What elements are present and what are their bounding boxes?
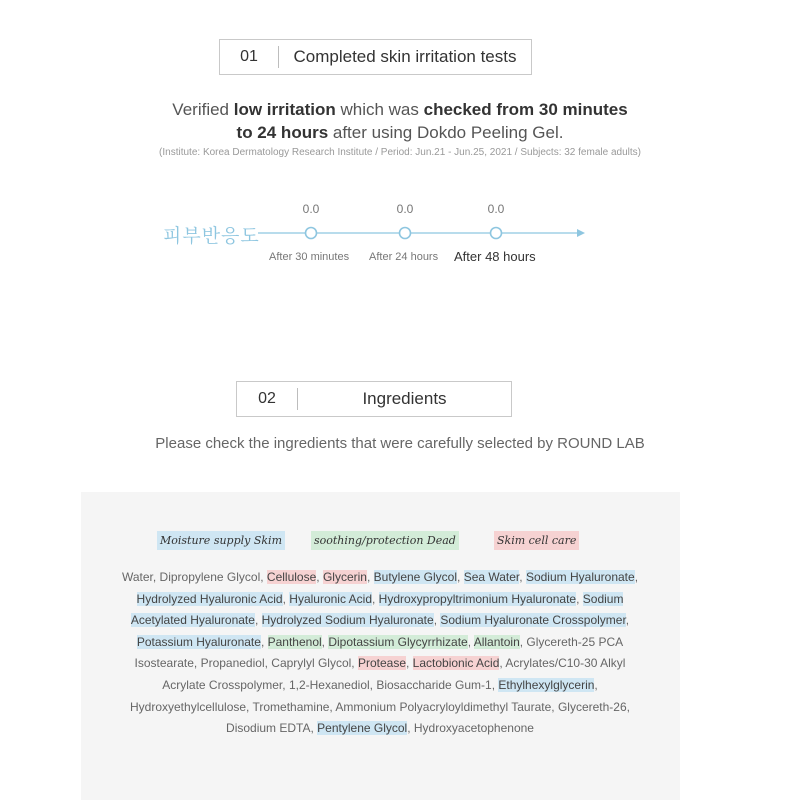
timeline-point-3 <box>491 228 502 239</box>
ingredient-text: Water, Dipropylene Glycol, <box>121 570 267 584</box>
ingredient-highlight: Sodium Acetylated Hyaluronate <box>130 591 624 628</box>
ingredient-text: , <box>433 613 441 628</box>
timeline-caption-3: After 48 hours <box>454 249 536 264</box>
ingredient-text: , <box>254 613 262 628</box>
ingredients-description: Please check the ingredients that were carefully selected by ROUND LAB <box>155 435 645 452</box>
ingredient-highlight: Hydroxypropyltrimonium Hyaluronate <box>378 591 577 606</box>
irritation-description-line1: Verified low irritation which was checked from 30 minutes <box>172 100 628 119</box>
ingredient-text: , <box>372 591 379 606</box>
ingredient-highlight: Allantoin <box>473 634 520 649</box>
ingredient-highlight: Hyaluronic Acid <box>289 591 372 606</box>
legend-soothing-protection: soothing/protection Dead <box>311 531 459 550</box>
legend-skin-cell-care: Skim cell care <box>494 531 579 550</box>
section-title: Completed skin irritation tests <box>293 47 517 66</box>
timeline-point-2 <box>400 228 411 239</box>
ingredient-text: , Acrylates/C10-30 Alkyl Acrylate Crosspolymer, 1,2-Hexanediol, Biosaccharide Gum-1, <box>162 656 626 692</box>
section-number: 02 <box>258 390 276 407</box>
ingredient-text: , <box>321 634 329 649</box>
ingredient-highlight: Protease <box>357 656 406 671</box>
ingredient-highlight: Butylene Glycol <box>373 570 458 584</box>
timeline-arrow-icon <box>577 229 585 237</box>
ingredient-highlight: Hydrolyzed Sodium Hyaluronate <box>261 613 434 628</box>
section-title: Ingredients <box>362 389 447 408</box>
timeline-caption-1: After 30 minutes <box>269 251 350 263</box>
timeline-caption-2: After 24 hours <box>369 251 439 263</box>
ingredient-text: , <box>634 570 639 584</box>
timeline-value-1: 0.0 <box>302 202 320 216</box>
ingredient-text: , <box>576 591 583 606</box>
skin-reaction-timeline <box>0 195 800 275</box>
ingredient-highlight: Sodium Hyaluronate Crosspolymer <box>440 613 626 628</box>
ingredient-text: , <box>406 656 413 671</box>
ingredient-text: , <box>366 570 374 584</box>
ingredient-text: , <box>457 570 464 584</box>
legend-moisture-supply: Moisture supply Skim <box>157 531 285 550</box>
ingredient-highlight: Cellulose <box>266 570 317 584</box>
ingredient-highlight: Glycerin <box>322 570 367 584</box>
ingredient-highlight: Dipotassium Glycyrrhizate <box>328 634 468 649</box>
skin-reaction-label: 피부반응도 <box>163 226 260 247</box>
section-header-ingredients <box>236 381 512 417</box>
ingredient-highlight: Ethylhexylglycerin <box>498 677 595 692</box>
timeline-value-2: 0.0 <box>396 202 414 216</box>
irritation-description-line2: to 24 hours after using Dokdo Peeling Gel. <box>236 123 564 142</box>
ingredient-text: , <box>467 634 474 649</box>
section-number: 01 <box>240 48 258 65</box>
ingredient-text: , Glycereth-25 PCA Isostearate, Propanediol, Caprylyl Glycol, <box>134 634 624 671</box>
ingredient-text: , <box>316 570 323 584</box>
ingredient-highlight: Panthenol <box>267 634 322 649</box>
ingredient-highlight: Sodium Hyaluronate <box>525 570 635 584</box>
ingredient-text: , <box>519 570 526 584</box>
ingredient-highlight: Potassium Hyaluronate <box>136 634 261 649</box>
ingredient-text: , <box>282 591 290 606</box>
ingredient-text: , <box>625 613 630 628</box>
ingredient-text: , Hydroxyethylcellulose, Tromethamine, Ammonium Polyacryloyldimethyl Taurate, Glycereth-26, Disodium EDTA, <box>130 677 630 736</box>
test-details-note: (Institute: Korea Dermatology Research Institute / Period: Jun.21 - Jun.25, 2021 / Subjects: 32 female adults) <box>159 147 641 158</box>
ingredients-list <box>115 567 645 740</box>
ingredient-text: , <box>260 634 268 649</box>
ingredient-highlight: Lactobionic Acid <box>412 656 500 671</box>
ingredient-highlight: Sea Water <box>463 570 520 584</box>
section-header-irritation <box>219 39 532 75</box>
ingredient-highlight: Pentylene Glycol <box>317 721 408 736</box>
ingredient-highlight: Hydrolyzed Hyaluronic Acid <box>136 591 283 606</box>
ingredient-text: , Hydroxyacetophenone <box>407 721 534 736</box>
timeline-point-1 <box>306 228 317 239</box>
timeline-value-3: 0.0 <box>487 202 505 216</box>
